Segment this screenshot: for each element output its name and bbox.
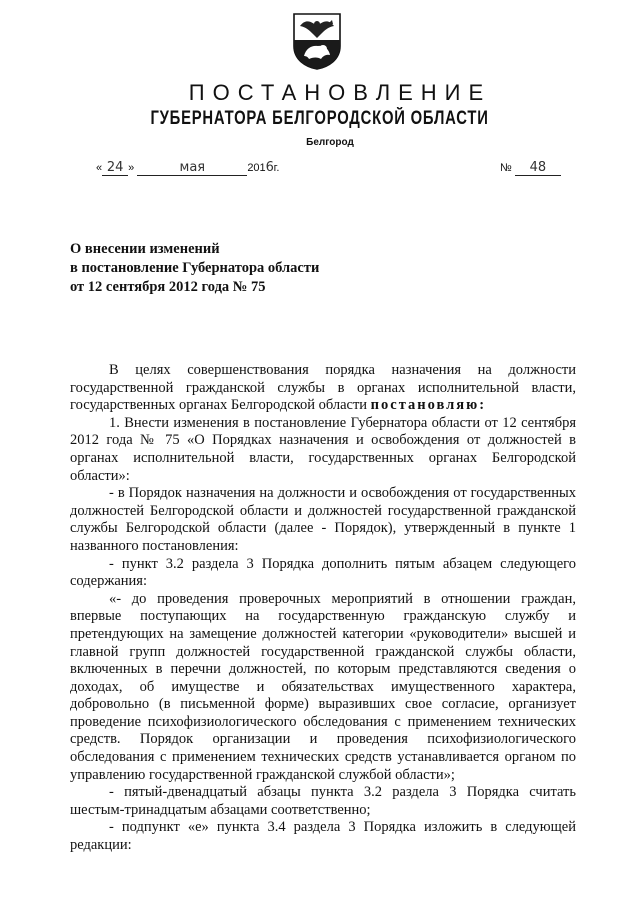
document-number bbox=[500, 160, 561, 176]
date-close-quote: » bbox=[128, 162, 135, 174]
date-year-suffix: г. bbox=[273, 162, 280, 174]
document-city: Белгород bbox=[306, 137, 354, 148]
number-label: № bbox=[500, 162, 512, 174]
body-paragraph: «- до проведения проверочных мероприятий в отношении граждан, впервые поступающих на государственную гражданскую службу и претендующих на замещение должностей категории «руководители» высшей и главной групп должностей государственной гражданской службы области, включенных в перечни должностей, по которым представляются сведения о доходах, об имуществе и обязательствах имущественного характера, добровольно (в письменной форме) выразивших свое согласие, организует проведение психофизиологического обследования с применением технических средств. Порядок организации и проведения психофизиологического обследования с применением технических средств устанавливается органом по управлению государственной гражданской службой области»; bbox=[70, 590, 576, 783]
preamble-text: В целях совершенствования порядка назначения на должности государственной гражданской службы в органах исполнительной власти, государственных органах Белгородской области bbox=[70, 362, 576, 414]
document-issuer: ГУБЕРНАТОРА БЕЛГОРОДСКОЙ ОБЛАСТИ bbox=[150, 108, 489, 129]
date-month: мая bbox=[137, 160, 247, 176]
document-title: ПОСТАНОВЛЕНИЕ bbox=[188, 80, 492, 105]
date-year-prefix: 201 bbox=[247, 162, 266, 174]
document-subject bbox=[70, 240, 319, 297]
subject-line: О внесении изменений bbox=[70, 241, 220, 257]
subject-line: в постановление Губернатора области bbox=[70, 260, 320, 276]
date-open-quote: « bbox=[96, 162, 103, 174]
body-paragraph-preamble bbox=[70, 362, 576, 415]
date-day: 24 bbox=[102, 160, 128, 176]
subject-line: от 12 сентября 2012 года № 75 bbox=[70, 279, 266, 295]
body-paragraph: - пункт 3.2 раздела 3 Порядка дополнить пятым абзацем следующего содержания: bbox=[70, 555, 576, 590]
body-paragraph: - подпункт «е» пункта 3.4 раздела 3 Порядка изложить в следующей редакции: bbox=[70, 819, 576, 854]
number-value: 48 bbox=[515, 160, 561, 176]
body-paragraph: - в Порядок назначения на должности и освобождения от государственных должностей Белгородской области и должностей государственной гражданской службы Белгородской области (далее - Порядок), утвержденный в пункте 1 названного постановления: bbox=[70, 485, 576, 554]
body-paragraph: - пятый-двенадцатый абзацы пункта 3.2 раздела 3 Порядка считать шестым-тринадцатым абзацами соответственно; bbox=[70, 784, 576, 818]
date-year-digit: 6 bbox=[265, 160, 274, 175]
belgorod-coat-of-arms-icon bbox=[292, 12, 342, 70]
document-body bbox=[70, 362, 576, 855]
body-paragraph: 1. Внести изменения в постановление Губернатора области от 12 сентября 2012 года № 75 «О Порядках назначения и освобождения от должностей в органах исполнительной власти, государственных органах Белгородской области»: bbox=[70, 414, 576, 484]
decree-word: постановляю: bbox=[370, 397, 487, 414]
document-date bbox=[96, 160, 279, 176]
